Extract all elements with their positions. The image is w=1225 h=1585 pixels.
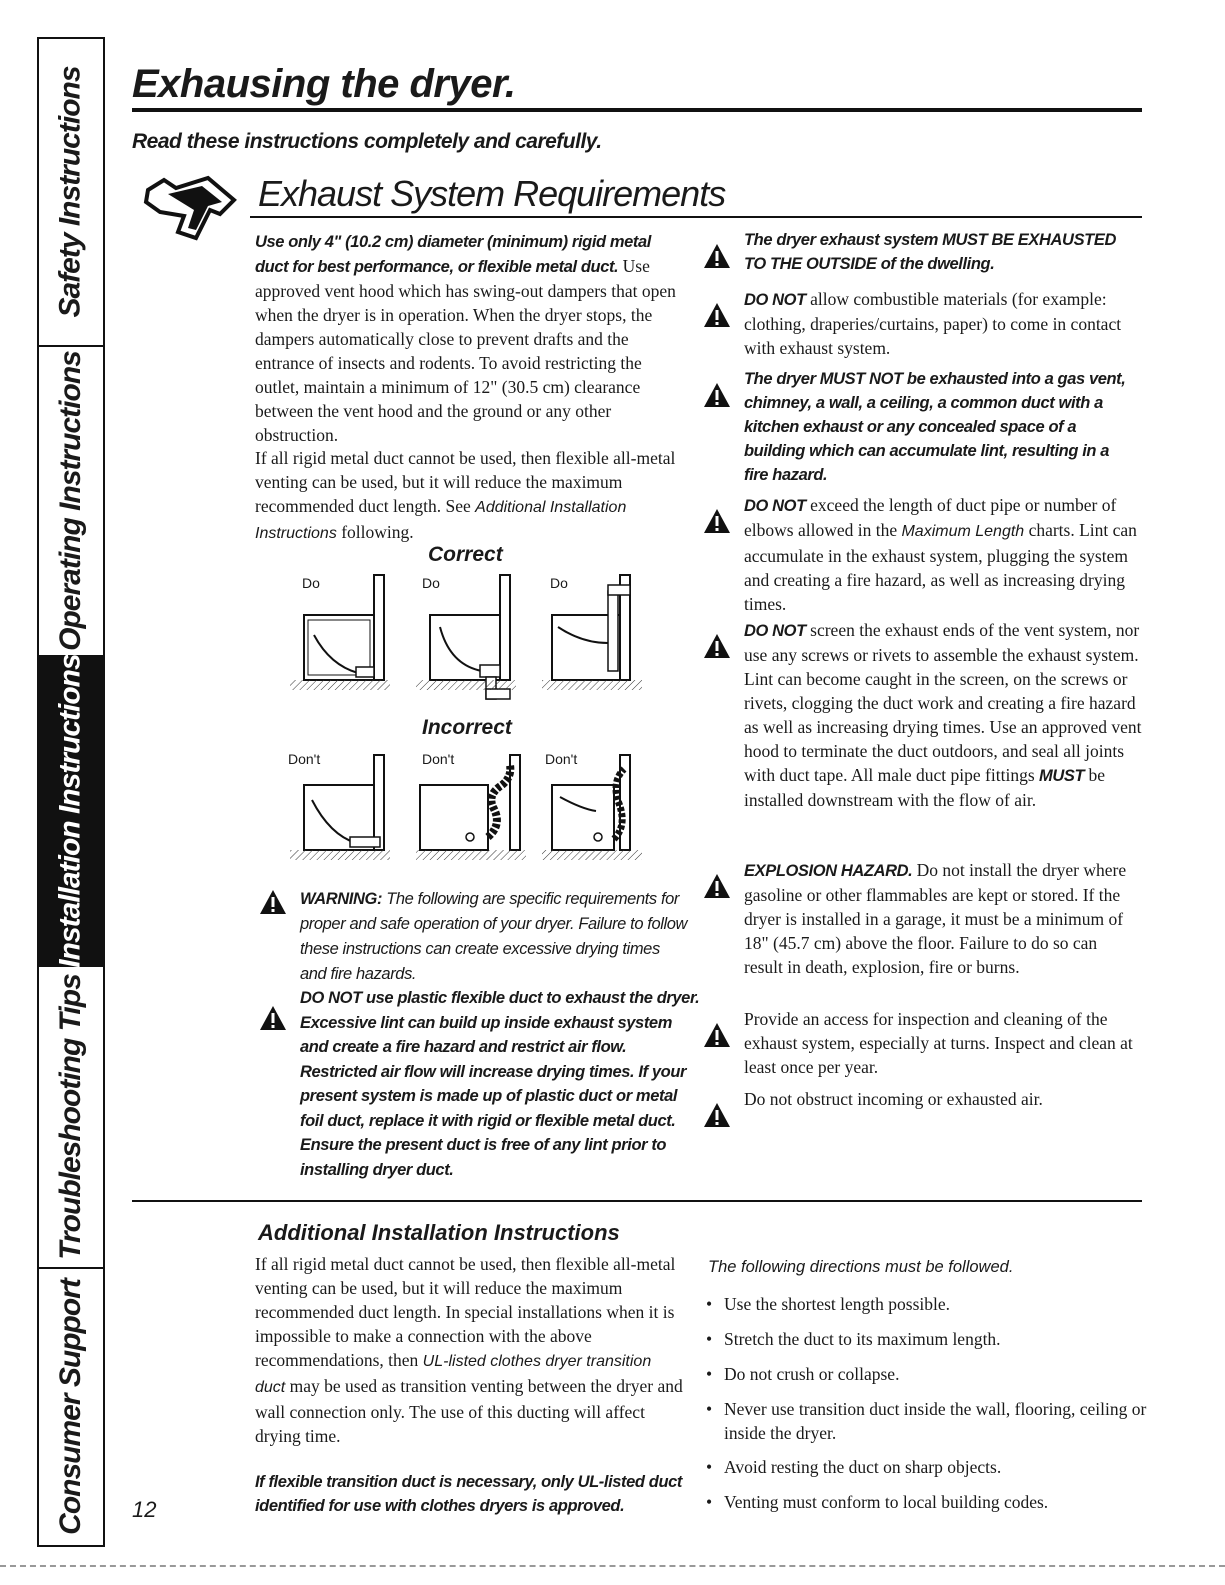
section-divider [132, 1200, 1142, 1202]
tab-troubleshooting-tips[interactable]: Troubleshooting Tips [39, 967, 103, 1269]
incorrect-diagram-3 [542, 755, 642, 860]
list-item: • Do not crush or collapse. [708, 1362, 1148, 1386]
maximum-length-link[interactable]: Maximum Length [901, 523, 1025, 540]
warning-icon [702, 381, 732, 409]
flexible-venting-text: If all rigid metal duct cannot be used, then flexible all-metal venting can be used, but it will reduce the maximum recommended duct length. See [255, 448, 676, 516]
warning-body: The following are specific requirements for proper and safe operation of your dryer. Failure to follow these instructions can create excessive drying times and fire hazards. [300, 890, 688, 983]
warning-lead: WARNING: [300, 890, 383, 908]
additional-paragraph [255, 1252, 685, 1448]
incorrect-venting-diagram [290, 745, 650, 865]
warning-duct-length-end: charts. Lint can accumulate in the exhaust system, plugging the system and creating a fire hazard, as well as increasing drying times. [744, 520, 1137, 614]
additional-paragraph-end: may be used as transition venting between the dryer and wall connection only. The use of this ducting will affect drying time. [255, 1376, 683, 1446]
section-title: Exhaust System Requirements [258, 173, 726, 214]
section-tabs [37, 37, 105, 1547]
do-not-lead: DO NOT [744, 291, 806, 309]
must-emphasis: MUST [1039, 767, 1085, 785]
warning-icon [702, 1021, 732, 1049]
transition-duct-note: If flexible transition duct is necessary, only UL-listed duct identified for use with clothes dryers is approved. [255, 1473, 683, 1515]
plastic-duct-warning [258, 986, 700, 1179]
duct-requirements-paragraph [255, 229, 685, 447]
warning-screen-exhaust-body: screen the exhaust ends of the vent system, nor use any screws or rivets to assemble the exhaust system. Lint can become caught in the screen, on the screws or rivets, clogging the duct work and creating a fire hazard as well as increasing drying times. Use an approved vent hood to terminate the duct outdoors, and seal all joints with duct tape. All male duct pipe fittings [744, 620, 1142, 785]
warning-text [300, 886, 690, 986]
warning-combustible-body: allow combustible materials (for example: clothing, draperies/curtains, paper) to come in contact with exhaust system. [744, 289, 1122, 358]
warning-icon [702, 242, 732, 270]
warning-icon [702, 632, 732, 660]
plastic-duct-warning-text: DO NOT use plastic flexible duct to exhaust the dryer. Excessive lint can build up inside exhaust system and create a fire hazard and restrict air flow. Restricted air flow will increase drying times. If your present system is made up of plastic duct or metal foil duct, replace it with rigid or flexible metal duct. Ensure the present duct is free of any lint prior to installing dryer duct. [300, 989, 700, 1179]
tab-consumer-support[interactable]: Consumer Support [54, 1279, 88, 1535]
incorrect-diagram-1 [290, 755, 390, 860]
warning-duct-length-text [744, 493, 1144, 616]
warning-inspection-text: Provide an access for inspection and cleaning of the exhaust system, especially at turns. Inspect and clean at least once per year. [744, 1009, 1133, 1077]
warning-combustible-text [744, 287, 1144, 360]
page-number: 12 [132, 1497, 157, 1522]
additional-paragraph-text: If all rigid metal duct cannot be used, then flexible all-metal venting can be used, but it will reduce the maximum recommended duct length. In special installations when it is impossible to make a connection with the above recommendations, then [255, 1254, 676, 1370]
section-rule [250, 216, 1142, 218]
dont-label: Don't [545, 751, 578, 767]
warning-explosion-hazard-text [744, 858, 1134, 979]
warning-explosion-hazard-body: Do not install the dryer where gasoline or other flammables are kept or stored. If the dryer is installed in a garage, it must be a minimum of 18" (45.7 cm) above the floor. Failure to do so can result in death, explosion, fire or burns. [744, 860, 1127, 977]
tab-installation-instructions[interactable]: Installation Instructions [39, 657, 103, 967]
warning-icon [702, 872, 732, 900]
do-label: Do [302, 575, 320, 591]
warning-screen-exhaust-end: be installed downstream with the flow of air. [744, 765, 1106, 810]
explosion-hazard-lead: EXPLOSION HAZARD. [744, 862, 913, 880]
warning-obstruct-air-text: Do not obstruct incoming or exhausted air. [744, 1089, 1043, 1109]
list-item: • Use the shortest length possible. [708, 1292, 1148, 1316]
correct-venting-diagram [290, 565, 650, 710]
directions-intro: The following directions must be followed. [708, 1258, 1014, 1276]
warning-icon [702, 301, 732, 329]
additional-instructions-link[interactable]: Additional Installation Instructions [255, 499, 627, 542]
page-title: Exhausing the dryer. [132, 62, 516, 106]
wrench-icon [138, 172, 242, 242]
do-not-lead: DO NOT [744, 622, 806, 640]
duct-requirement-bold: Use only 4" (10.2 cm) diameter (minimum) rigid metal duct for best performance, or flexible metal duct. [255, 233, 651, 276]
warning-gas-vent-text: The dryer MUST NOT be exhausted into a gas vent, chimney, a wall, a ceiling, a common duct with a kitchen exhaust or any concealed space of a building which can accumulate lint, resulting in a fire hazard. [744, 370, 1126, 484]
warning-block [258, 886, 688, 981]
tab-safety-instructions[interactable]: Safety Instructions [39, 39, 103, 347]
flexible-venting-paragraph [255, 446, 685, 546]
do-label: Do [550, 575, 568, 591]
dont-label: Don't [422, 751, 455, 767]
additional-instructions-title: Additional Installation Instructions [258, 1220, 620, 1245]
correct-diagram-1 [290, 575, 390, 690]
list-item: • Avoid resting the duct on sharp objects. [708, 1455, 1148, 1479]
duct-requirement-text: Use approved vent hood which has swing-out dampers that open when the dryer is in operation. When the dryer stops, the dampers automatically close to prevent drafts and the entrance of insects and rodents. To avoid restricting the outlet, maintain a minimum of 12" (30.5 cm) clearance between the vent hood and the ground or any other obstruction. [255, 256, 676, 445]
correct-diagram-2 [416, 575, 516, 699]
page-subtitle: Read these instructions completely and carefully. [132, 130, 602, 153]
incorrect-label: Incorrect [422, 716, 512, 739]
warning-icon [258, 888, 288, 916]
warning-screen-exhaust-text [744, 618, 1144, 812]
page-edge [0, 1565, 1225, 1567]
warning-icon [702, 1101, 732, 1129]
correct-label: Correct [428, 543, 503, 566]
warning-icon [258, 1004, 288, 1032]
correct-diagram-3 [542, 575, 642, 690]
list-item: • Venting must conform to local building codes. [708, 1490, 1148, 1514]
warning-exhaust-outside-text: The dryer exhaust system MUST BE EXHAUSTED TO THE OUTSIDE of the dwelling. [744, 231, 1116, 273]
incorrect-diagram-2 [416, 755, 526, 860]
list-item: • Stretch the duct to its maximum length. [708, 1327, 1148, 1351]
tab-operating-instructions[interactable]: Operating Instructions [39, 347, 103, 657]
warning-duct-length-body: exceed the length of duct pipe or number of elbows allowed in the [744, 495, 1117, 540]
list-item: • Never use transition duct inside the wall, flooring, ceiling or inside the dryer. [708, 1397, 1148, 1445]
flexible-venting-end: following. [336, 522, 414, 542]
do-label: Do [422, 575, 440, 591]
dont-label: Don't [288, 751, 321, 767]
transition-duct-term: UL-listed clothes dryer transition duct [255, 1353, 652, 1396]
warning-icon [702, 507, 732, 535]
title-rule [132, 108, 1142, 112]
do-not-lead: DO NOT [744, 497, 806, 515]
